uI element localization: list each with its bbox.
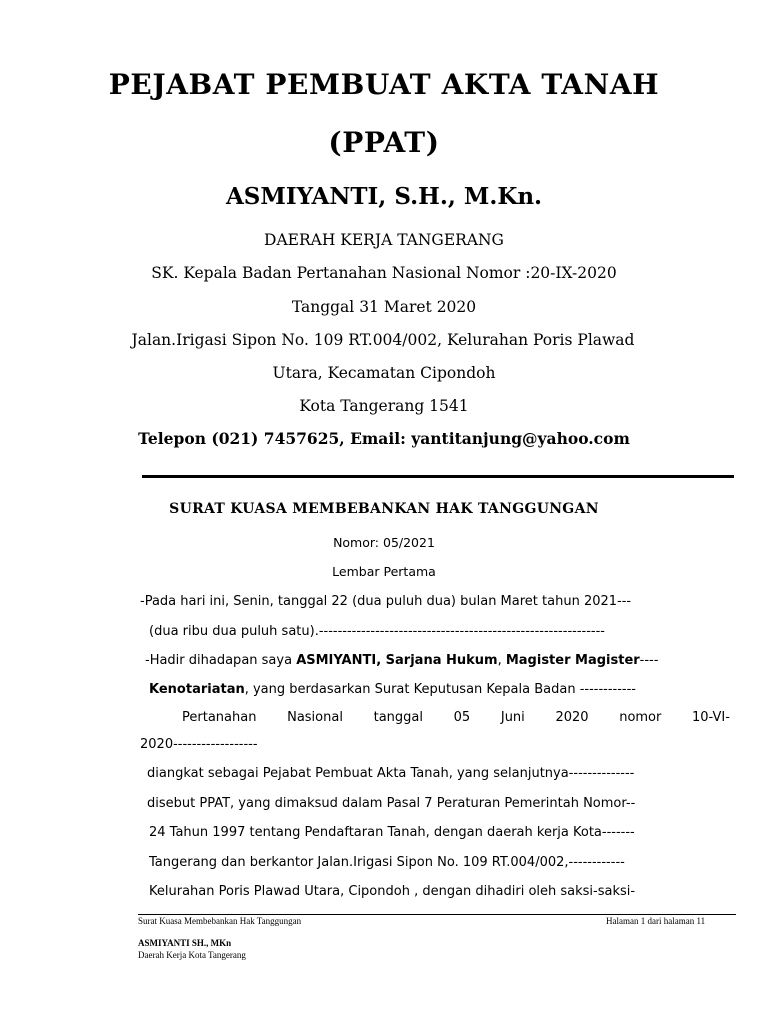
body-line: Kelurahan Poris Plawad Utara, Cipondoh , dengan dihadiri oleh saksi-saksi-: [149, 884, 636, 899]
body-line: Kenotariatan, yang berdasarkan Surat Keputusan Kepala Badan ------------: [149, 682, 636, 697]
letterhead-title-abbr: (PPAT): [328, 126, 440, 159]
city-line: Kota Tangerang 1541: [299, 397, 469, 415]
decree-line: SK. Kepala Badan Pertanahan Nasional Nomor :20-IX-2020: [151, 264, 617, 282]
body-line: -Pada hari ini, Senin, tanggal 22 (dua puluh dua) bulan Maret tahun 2021---: [140, 594, 632, 609]
body-line: -Hadir dihadapan saya ASMIYANTI, Sarjana Hukum, Magister Magister----: [145, 653, 659, 668]
address-line-2: Utara, Kecamatan Cipondoh: [272, 364, 496, 382]
footer-document-title: Surat Kuasa Membebankan Hak Tanggungan: [138, 916, 302, 926]
body-line: Tangerang dan berkantor Jalan.Irigasi Sipon No. 109 RT.004/002,------------: [149, 855, 625, 870]
decree-date: Tanggal 31 Maret 2020: [291, 298, 477, 316]
body-line: (dua ribu dua puluh satu).-------------------------------------------------------------: [149, 624, 605, 639]
letterhead-title: PEJABAT PEMBUAT AKTA TANAH: [108, 68, 660, 101]
body-line: 24 Tahun 1997 tentang Pendaftaran Tanah, dengan daerah kerja Kota-------: [149, 825, 635, 840]
footer-page-number: Halaman 1 dari halaman 11: [606, 916, 706, 926]
body-line-justified: Pertanahan Nasional tanggal 05 Juni 2020 nomor 10-VI-: [182, 710, 730, 725]
work-region: DAERAH KERJA TANGERANG: [264, 231, 504, 249]
document-title: SURAT KUASA MEMBEBANKAN HAK TANGGUNGAN: [169, 501, 599, 517]
contact-line: Telepon (021) 7457625, Email: yantitanjung@yahoo.com: [138, 429, 630, 448]
footer-name: ASMIYANTI SH., MKn: [138, 938, 232, 948]
header-divider: [142, 475, 734, 478]
footer-region: Daerah Kerja Kota Tangerang: [138, 950, 246, 960]
official-name: ASMIYANTI, S.H., M.Kn.: [225, 183, 543, 210]
body-line: 2020------------------: [140, 737, 258, 752]
address-line-1: Jalan.Irigasi Sipon No. 109 RT.004/002, Kelurahan Poris Plawad: [131, 331, 635, 349]
footer-divider: [138, 914, 736, 915]
document-number: Nomor: 05/2021: [333, 535, 435, 550]
document-sheet: Lembar Pertama: [332, 564, 436, 579]
body-line: diangkat sebagai Pejabat Pembuat Akta Tanah, yang selanjutnya--------------: [147, 766, 635, 781]
body-line: disebut PPAT, yang dimaksud dalam Pasal 7 Peraturan Pemerintah Nomor--: [147, 796, 636, 811]
